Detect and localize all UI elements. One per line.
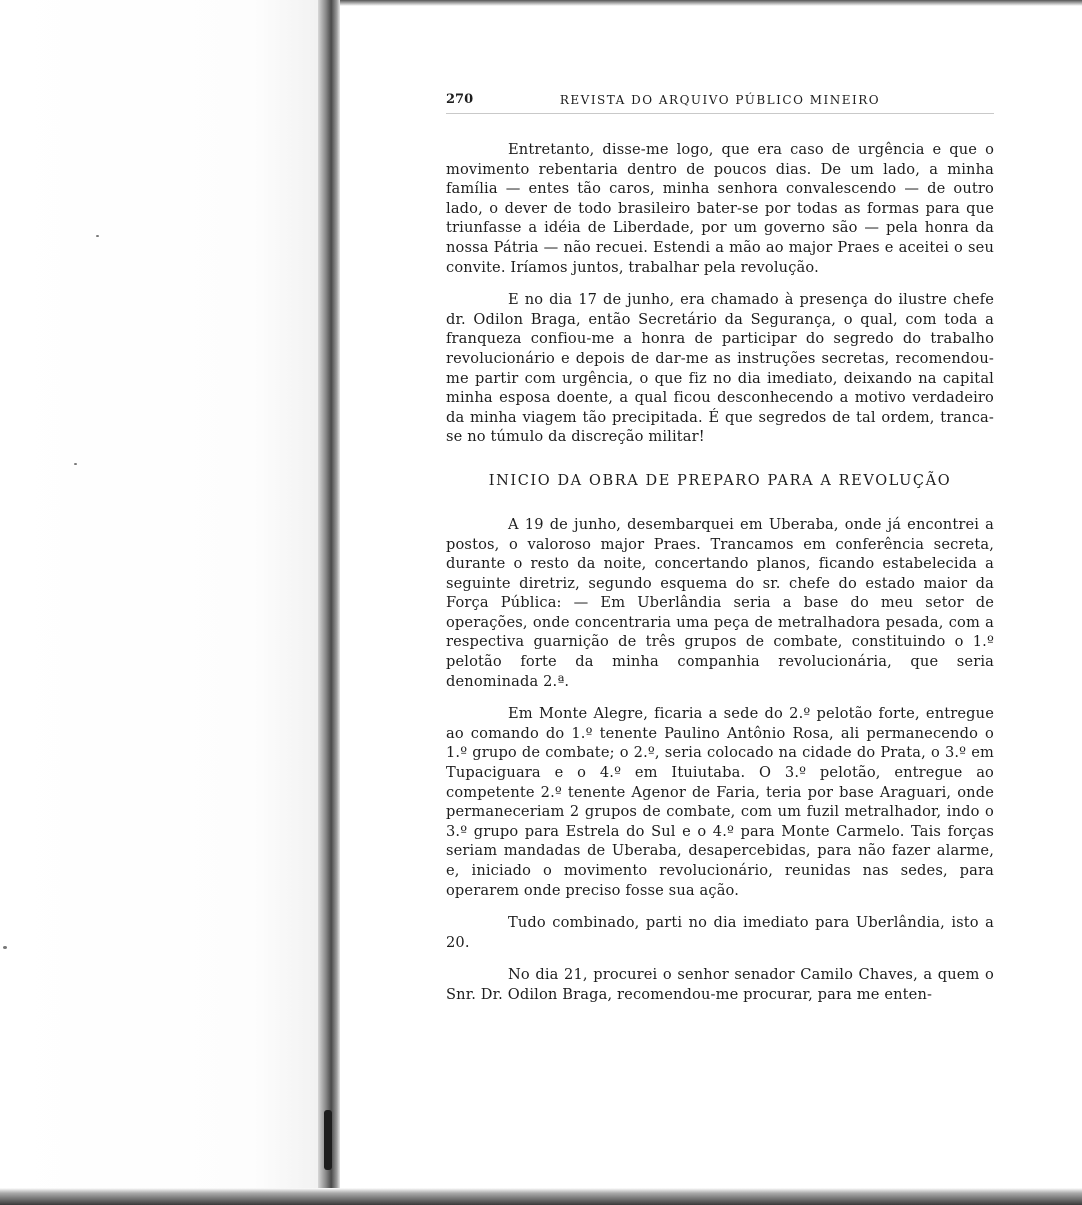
running-title: REVISTA DO ARQUIVO PÚBLICO MINEIRO bbox=[559, 93, 881, 107]
page-number: 270 bbox=[446, 92, 474, 107]
scan-bottom-edge bbox=[0, 1188, 1082, 1205]
scan-speck bbox=[74, 463, 77, 465]
section-heading: INICIO DA OBRA DE PREPARO PARA A REVOLUÇÃO bbox=[488, 472, 952, 489]
scan-speck bbox=[3, 946, 7, 949]
book-gutter bbox=[318, 0, 340, 1205]
gutter-shadow bbox=[324, 1110, 332, 1170]
running-header bbox=[446, 92, 994, 116]
page-body bbox=[446, 140, 994, 1005]
paragraph: Tudo combinado, parti no dia imediato para Uberlândia, isto a 20. bbox=[446, 914, 994, 951]
paragraph: E no dia 17 de junho, era chamado à presença do ilustre chefe dr. Odilon Braga, então Secretário da Segurança, o qual, com toda a franqueza confiou-me a honra de participar do segredo do trabalho revolucionário e depois de dar-me as instruções secretas, recomendou-me partir com urgência, o que fiz no dia imediato, deixando na capital minha esposa doente, a qual ficou desconhecendo a motivo verdadeiro da minha viagem tão precipitada. É que segredos de tal ordem, tranca-se no túmulo da discreção militar! bbox=[446, 291, 994, 446]
paragraph: No dia 21, procurei o senhor senador Camilo Chaves, a quem o Snr. Dr. Odilon Braga, recomendou-me procurar, para me enten- bbox=[446, 966, 994, 1003]
paragraph: Entretanto, disse-me logo, que era caso de urgência e que o movimento rebentaria dentro de poucos dias. De um lado, a minha família — entes tão caros, minha senhora convalescendo — de outro lado, o dever de todo brasileiro bater-se por todas as formas para que triunfasse a idéia de Liberdade, por um governo são — pela honra da nossa Pátria — não recuei. Estendi a mão ao major Praes e aceitei o seu convite. Iríamos juntos, trabalhar pela revolução. bbox=[446, 141, 994, 276]
paragraph: Em Monte Alegre, ficaria a sede do 2.º pelotão forte, entregue ao comando do 1.º tenente Paulino Antônio Rosa, ali permanecendo o 1.º grupo de combate; o 2.º, seria colocado na cidade do Prata, o 3.º em Tupaciguara e o 4.º em Ituiutaba. O 3.º pelotão, entregue ao competente 2.º tenente Agenor de Faria, teria por base Araguari, onde permaneceriam 2 grupos de combate, com um fuzil metralhador, indo o 3.º grupo para Estrela do Sul e o 4.º para Monte Carmelo. Tais forças seriam mandadas de Uberaba, desapercebidas, para não fazer alarme, e, iniciado o movimento revolucionário, reunidas nas sedes, para operarem onde preciso fosse sua ação. bbox=[446, 705, 994, 899]
scan-speck bbox=[96, 235, 99, 237]
paragraph: A 19 de junho, desembarquei em Uberaba, onde já encontrei a postos, o valoroso major Praes. Trancamos em conferência secreta, durante o resto da noite, concertando planos, ficando estabelecida a seguinte diretriz, segundo esquema do sr. chefe do estado maior da Força Pública: — Em Uberlândia seria a base do meu setor de operações, onde concentraria uma peça de metralhadora pesada, com a respectiva guarnição de três grupos de combate, constituindo o 1.º pelotão forte da minha companhia revolucionária, que seria denominada 2.ª. bbox=[446, 515, 994, 690]
book-page bbox=[446, 92, 994, 1018]
facing-page-margin bbox=[0, 0, 318, 1205]
header-rule bbox=[446, 113, 994, 114]
